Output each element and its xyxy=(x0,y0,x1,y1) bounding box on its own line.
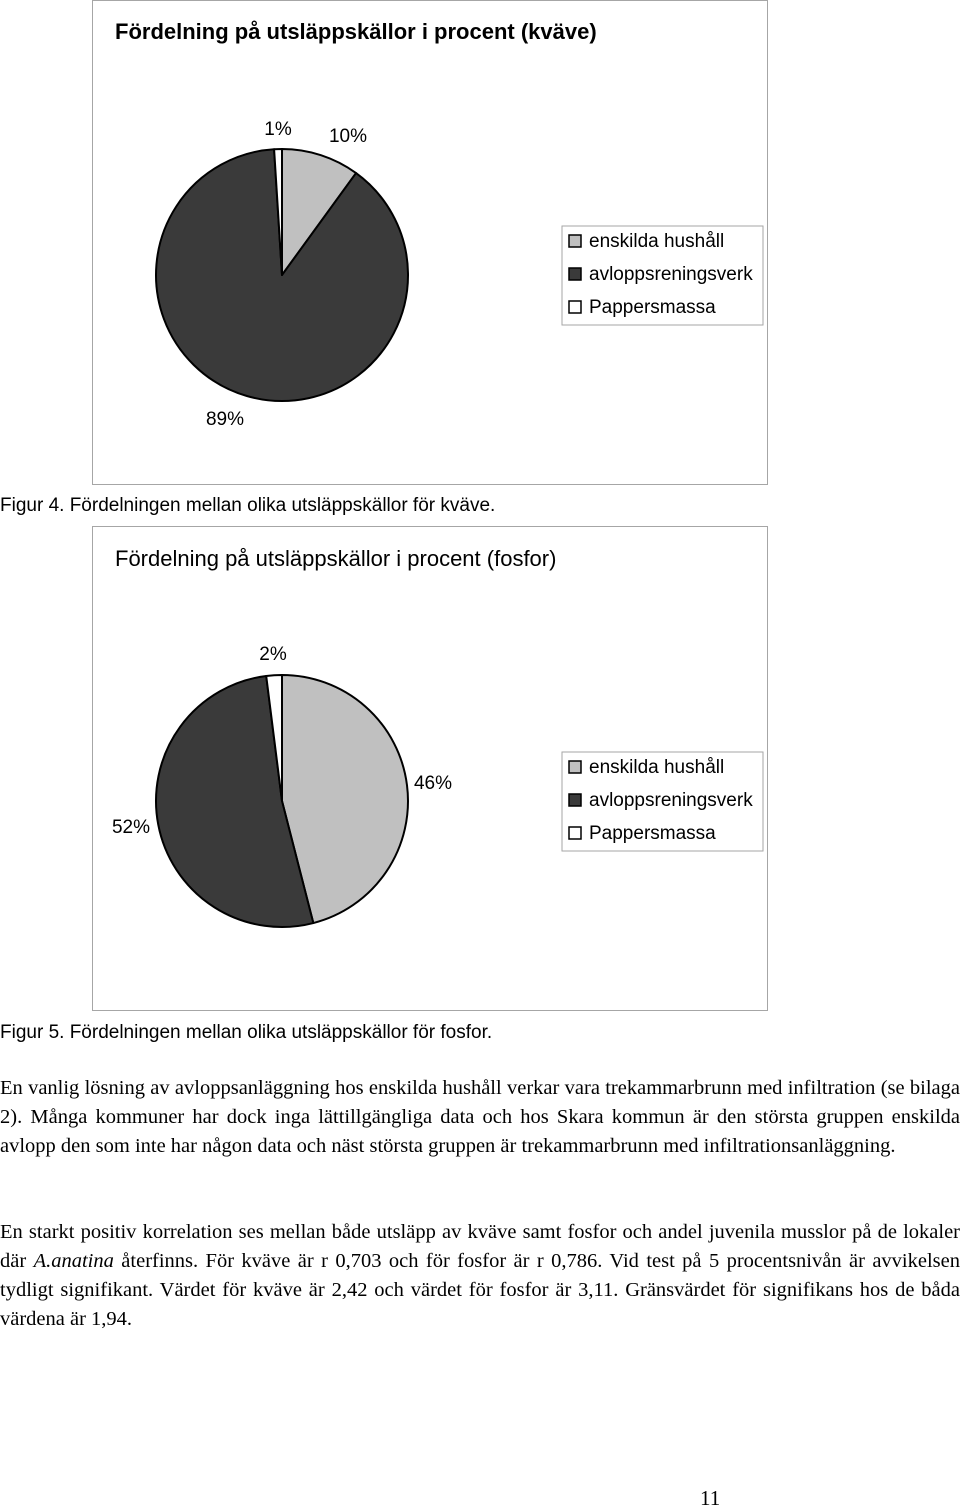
legend-swatch xyxy=(569,301,581,313)
data-label: 89% xyxy=(205,409,245,430)
paragraph-korrelation-part-1: En starkt positiv korrelation ses mellan både utsläpp av kväve samt fosfor och andel juvenila musslor på de lokaler där xyxy=(0,1221,960,1272)
legend-swatch xyxy=(569,761,581,773)
legend-swatch xyxy=(569,268,581,280)
species-name: A.anatina xyxy=(33,1250,114,1272)
legend-label: enskilda hushåll xyxy=(589,757,725,778)
chart-kvave xyxy=(92,0,768,485)
paragraph-korrelation-part-2: återfinns. För kväve är r 0,703 och för fosfor är r 0,786. Vid test på 5 procentsnivån är avvikelsen tydligt signifikant. Värdet för kväve är 2,42 och värdet för fosfor är 3,11. Gränsvärdet för signifikans hos de båda värdena är 1,94. xyxy=(0,1250,960,1330)
paragraph-avlopp: En vanlig lösning av avloppsanläggning hos enskilda hushåll verkar vara trekammarbrunn med infiltration (se bilaga 2). Många kommuner har dock inga lättillgängliga data och hos Skara kommun är den största gruppen enskilda avlopp den som inte har någon data och näst största gruppen är trekammarbrunn med infiltrationsanläggning. xyxy=(0,1077,960,1157)
data-label: 46% xyxy=(413,773,453,794)
legend-swatch xyxy=(569,794,581,806)
legend-label: avloppsreningsverk xyxy=(589,790,753,811)
legend-label: avloppsreningsverk xyxy=(589,264,753,285)
legend-label: Pappersmassa xyxy=(589,823,716,844)
data-label: 2% xyxy=(259,644,287,665)
legend-label: enskilda hushåll xyxy=(589,231,725,252)
data-label: 1% xyxy=(264,119,292,140)
legend-swatch xyxy=(569,827,581,839)
figure-5-caption: Figur 5. Fördelningen mellan olika utsläppskällor för fosfor. xyxy=(0,1022,493,1043)
chart-title: Fördelning på utsläppskällor i procent (kväve) xyxy=(115,19,597,44)
chart-fosfor xyxy=(92,526,768,1011)
legend-swatch xyxy=(569,235,581,247)
data-label: 10% xyxy=(328,126,368,147)
legend-label: Pappersmassa xyxy=(589,297,716,318)
chart-title: Fördelning på utsläppskällor i procent (fosfor) xyxy=(115,546,557,571)
figure-4-caption: Figur 4. Fördelningen mellan olika utsläppskällor för kväve. xyxy=(0,495,496,516)
data-label: 52% xyxy=(111,817,151,838)
page-number: 11 xyxy=(700,1486,721,1510)
pie-chart-kvave xyxy=(93,1,769,486)
paragraph-korrelation xyxy=(0,1218,960,1334)
pie-chart-fosfor xyxy=(93,527,769,1012)
